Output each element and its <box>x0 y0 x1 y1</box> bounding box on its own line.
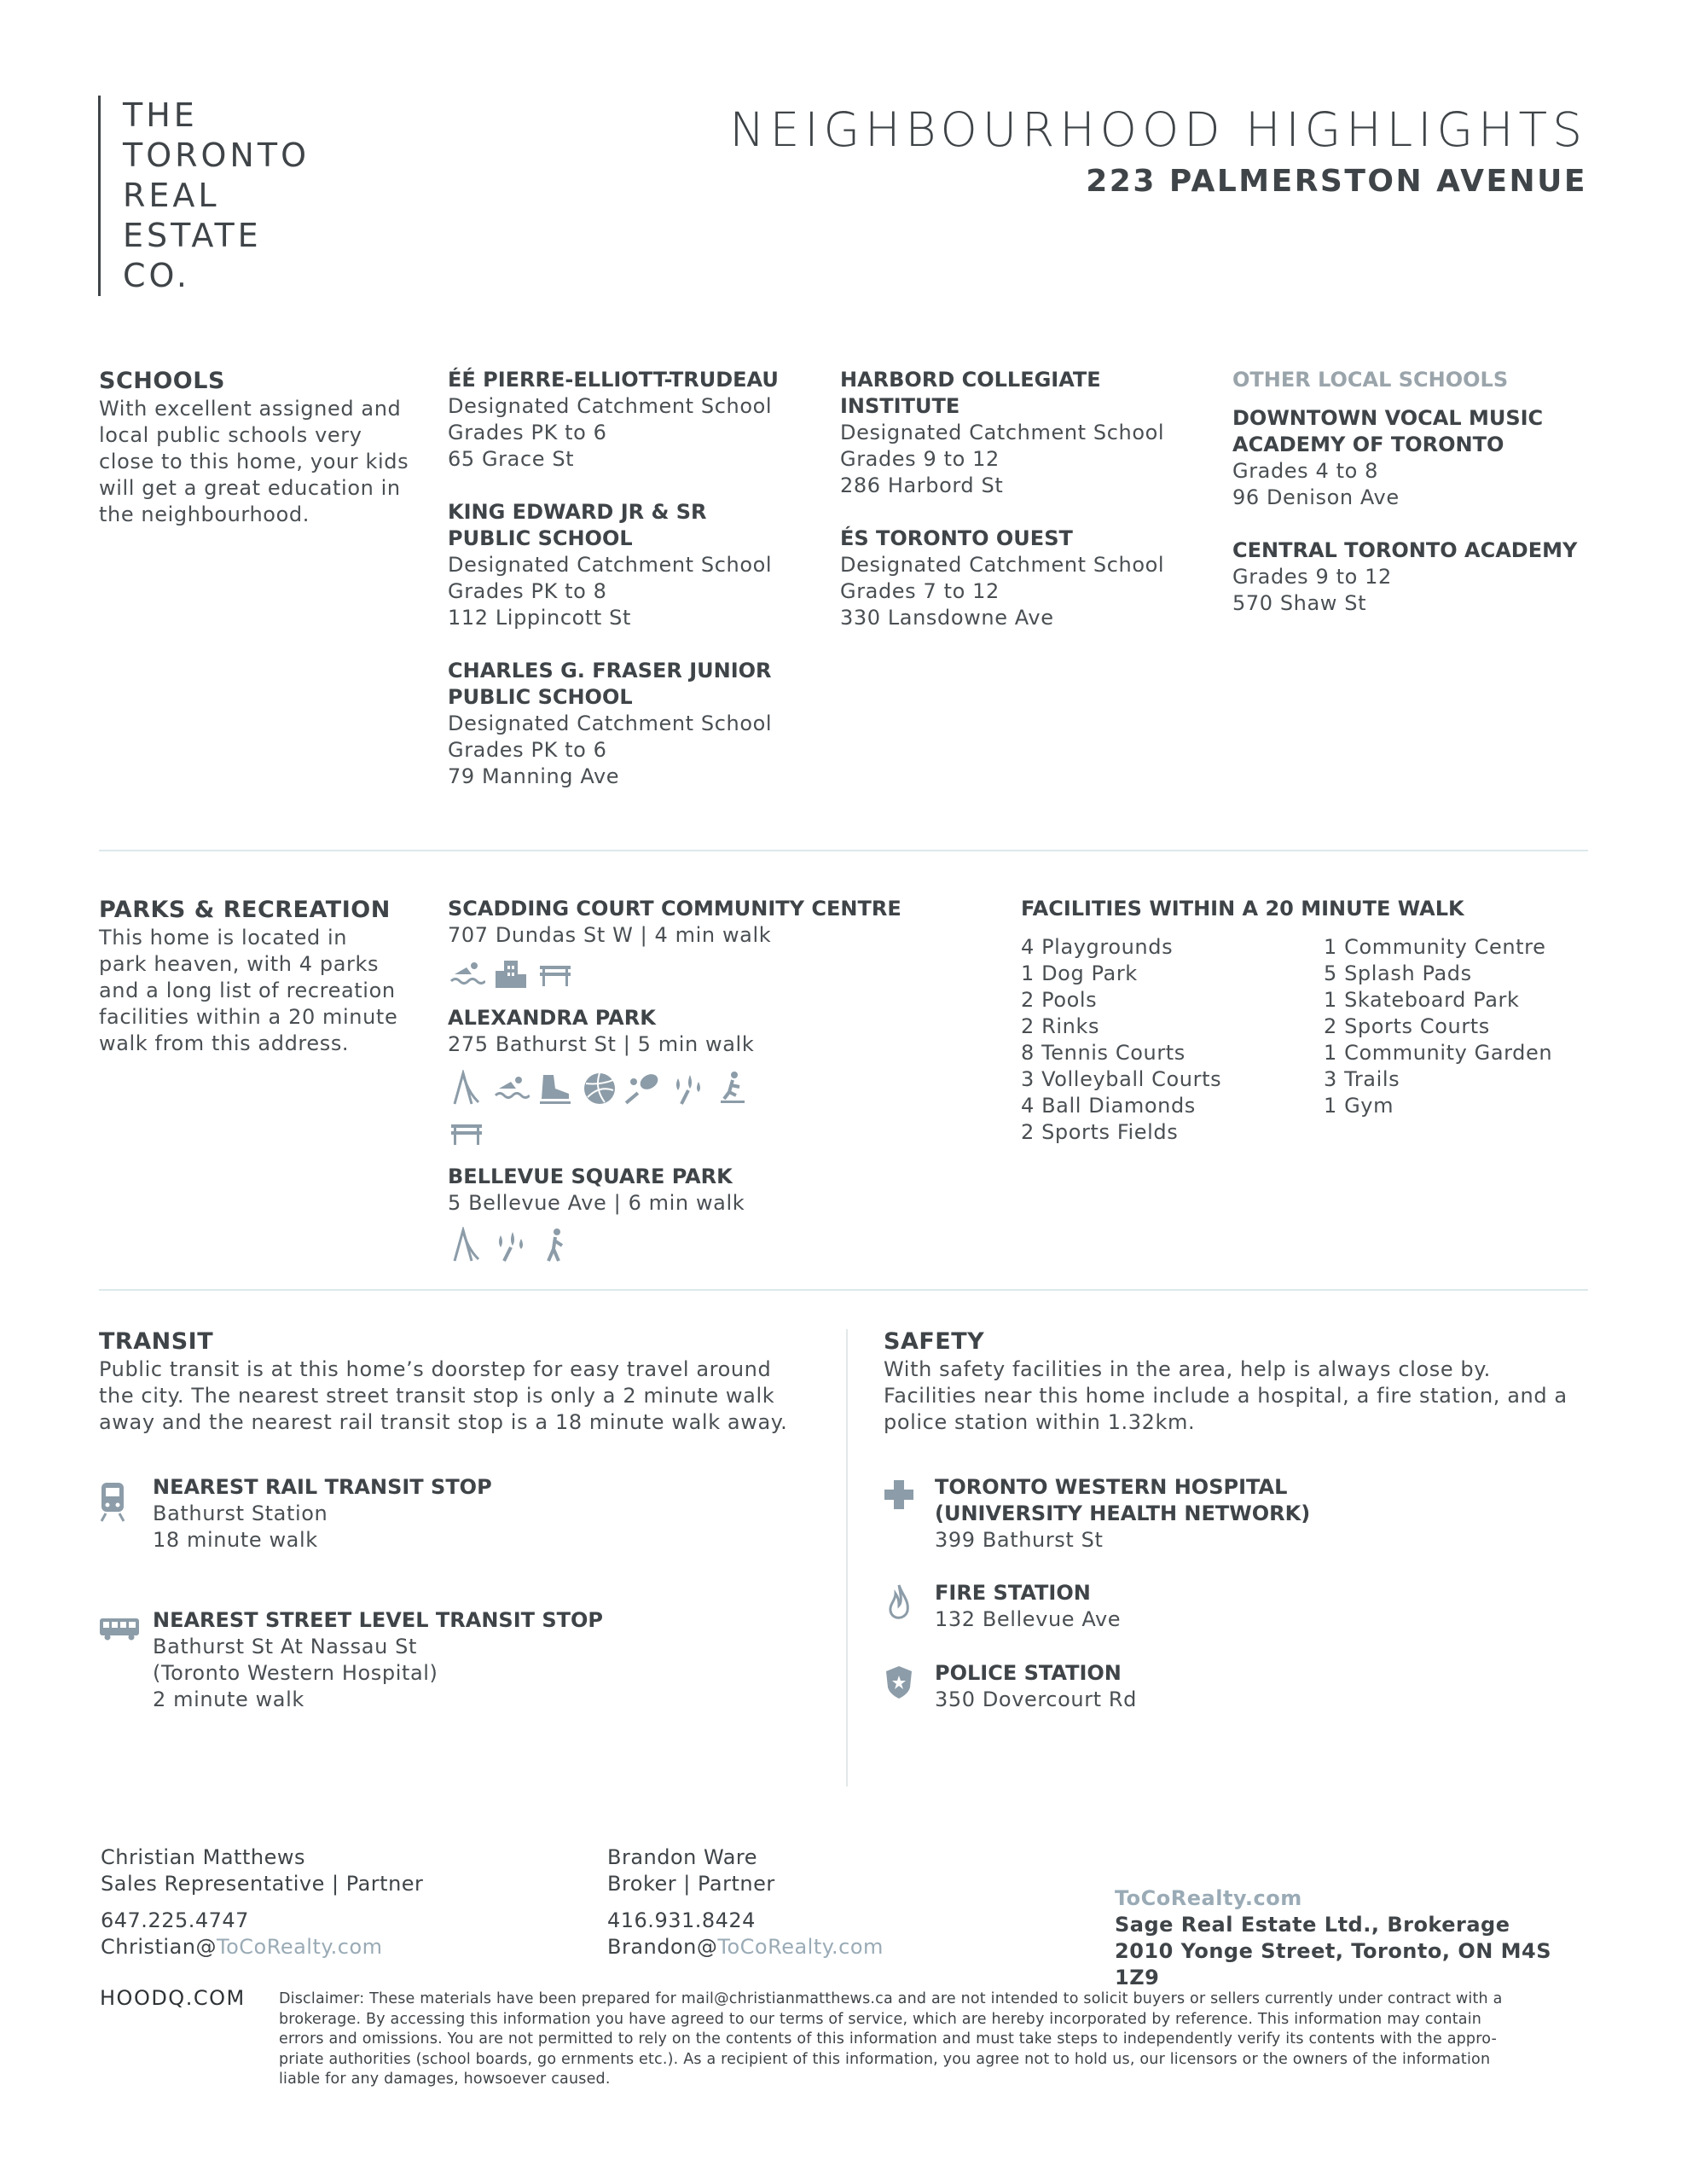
school-address: 65 Grace St <box>448 447 575 471</box>
logo-line: REAL <box>123 177 220 214</box>
facility-item: 1 Community Centre <box>1324 935 1546 959</box>
facility-item: 1 Community Garden <box>1324 1041 1553 1065</box>
school-name: ACADEMY OF TORONTO <box>1232 433 1504 456</box>
street-stop-heading: NEAREST STREET LEVEL TRANSIT STOP <box>153 1608 603 1632</box>
rail-stop-walk: 18 minute walk <box>153 1528 318 1552</box>
school-entry <box>448 499 815 631</box>
facility-item: 5 Splash Pads <box>1324 961 1472 985</box>
column-divider <box>846 1329 848 1786</box>
playground-icon <box>448 1227 485 1264</box>
splash-pad-icon <box>670 1070 707 1107</box>
park-entry <box>448 1164 925 1264</box>
rail-stop-name: Bathurst Station <box>153 1502 328 1525</box>
brokerage-address: 2010 Yonge Street, Toronto, ON M4S 1Z9 <box>1115 1939 1552 1989</box>
skating-icon <box>536 1070 574 1107</box>
police-station-heading: POLICE STATION <box>935 1661 1122 1685</box>
school-name: KING EDWARD JR & SR <box>448 500 707 524</box>
transit-title: TRANSIT <box>99 1328 214 1355</box>
school-name: CENTRAL TORONTO ACADEMY <box>1232 538 1578 562</box>
school-grades: Grades PK to 6 <box>448 421 607 444</box>
facility-item: 2 Sports Courts <box>1324 1014 1490 1038</box>
fire-station-entry <box>884 1580 1617 1640</box>
park-name: ALEXANDRA PARK <box>448 1006 656 1030</box>
bench-icon <box>448 1114 485 1152</box>
streetcar-icon <box>99 1616 140 1641</box>
hospital-name: TORONTO WESTERN HOSPITAL <box>935 1475 1288 1499</box>
transit-section <box>99 1327 832 1436</box>
school-entry <box>1232 537 1599 617</box>
schools-title: SCHOOLS <box>99 368 225 394</box>
hospital-cross-icon <box>884 1479 914 1510</box>
park-detail: 707 Dundas St W | 4 min walk <box>448 923 772 947</box>
hospital-network: (UNIVERSITY HEALTH NETWORK) <box>935 1502 1311 1525</box>
section-divider <box>99 1289 1588 1291</box>
school-designation: Designated Catchment School <box>448 553 773 577</box>
swimming-icon <box>492 1070 530 1107</box>
facility-item: 1 Dog Park <box>1021 961 1138 985</box>
rail-stop-heading: NEAREST RAIL TRANSIT STOP <box>153 1475 492 1499</box>
brokerage-name: Sage Real Estate Ltd., Brokerage <box>1115 1913 1510 1937</box>
school-name: HARBORD COLLEGIATE <box>840 368 1101 392</box>
agent-christian <box>101 1844 561 1960</box>
brokerage-info <box>1115 1885 1592 1991</box>
park-entry <box>448 896 925 993</box>
park-detail: 5 Bellevue Ave | 6 min walk <box>448 1191 745 1215</box>
school-entry <box>840 526 1207 631</box>
page-title: NEIGHBOURHOOD HIGHLIGHTS <box>729 102 1587 157</box>
facilities-title: FACILITIES WITHIN A 20 MINUTE WALK <box>1021 897 1464 921</box>
schools-column-3 <box>1232 367 1599 643</box>
school-name: PUBLIC SCHOOL <box>448 685 633 709</box>
school-name: PUBLIC SCHOOL <box>448 526 633 550</box>
park-name: SCADDING COURT COMMUNITY CENTRE <box>448 897 901 921</box>
school-grades: Grades 7 to 12 <box>840 579 1000 603</box>
school-name: CHARLES G. FRASER JUNIOR <box>448 659 772 682</box>
playground-icon <box>448 1070 485 1107</box>
parks-title: PARKS & RECREATION <box>99 897 391 923</box>
school-designation: Designated Catchment School <box>840 553 1165 577</box>
rail-stop <box>99 1474 832 1568</box>
school-grades: Grades 4 to 8 <box>1232 459 1378 483</box>
facility-item: 3 Trails <box>1324 1067 1400 1091</box>
transit-desc: Public transit is at this home’s doorstep for easy travel around the city. The nearest street transit stop is only a 2 minute walk away and the nearest rail transit stop is a 18 minute walk away. <box>99 1357 788 1434</box>
logo-line: ESTATE <box>123 217 262 254</box>
school-address: 330 Lansdowne Ave <box>840 606 1054 630</box>
police-badge-icon <box>885 1665 913 1699</box>
safety-section <box>884 1327 1617 1436</box>
agent-name: Brandon Ware <box>607 1845 758 1869</box>
school-address: 79 Manning Ave <box>448 764 620 788</box>
amenity-icons <box>448 1227 772 1264</box>
logo-line: TORONTO <box>123 136 310 174</box>
school-grades: Grades PK to 8 <box>448 579 607 603</box>
school-designation: Designated Catchment School <box>448 712 773 735</box>
agent-phone[interactable]: 647.225.4747 <box>101 1908 249 1932</box>
school-designation: Designated Catchment School <box>840 421 1165 444</box>
facilities-list-right <box>1324 934 1552 1119</box>
school-address: 112 Lippincott St <box>448 606 631 630</box>
facility-item: 4 Ball Diamonds <box>1021 1094 1196 1118</box>
school-address: 286 Harbord St <box>840 473 1004 497</box>
parks-desc: This home is located in park heaven, with 4 parks and a long list of recreation facilities within a 20 minute walk from this address. <box>99 926 398 1055</box>
agent-name: Christian Matthews <box>101 1845 305 1869</box>
amenity-icons <box>448 1070 772 1152</box>
facility-item: 3 Volleyball Courts <box>1021 1067 1222 1091</box>
logo-line: CO. <box>123 257 190 294</box>
section-divider <box>99 850 1588 851</box>
safety-title: SAFETY <box>884 1328 985 1355</box>
park-entry <box>448 1005 925 1152</box>
fire-station-heading: FIRE STATION <box>935 1581 1091 1605</box>
parks-intro <box>99 896 423 1057</box>
school-entry <box>840 367 1207 499</box>
logo-line: THE <box>123 96 198 134</box>
facility-item: 1 Gym <box>1324 1094 1394 1118</box>
schools-intro <box>99 367 423 528</box>
amenity-icons <box>448 956 772 993</box>
fire-station-address: 132 Bellevue Ave <box>935 1607 1122 1631</box>
school-name: ÉS TORONTO OUEST <box>840 526 1073 550</box>
school-entry <box>1232 405 1599 511</box>
agent-email[interactable]: Brandon@ToCoRealty.com <box>607 1935 884 1959</box>
facility-item: 2 Pools <box>1021 988 1098 1012</box>
school-name: ÉÉ PIERRE-ELLIOTT-TRUDEAU <box>448 368 779 392</box>
swimming-icon <box>448 956 485 993</box>
schools-column-2 <box>840 367 1207 658</box>
tennis-icon <box>625 1070 663 1107</box>
park-name: BELLEVUE SQUARE PARK <box>448 1165 733 1188</box>
agent-phone[interactable]: 416.931.8424 <box>607 1908 756 1932</box>
trail-icon <box>536 1227 574 1264</box>
school-grades: Grades 9 to 12 <box>1232 565 1392 589</box>
school-grades: Grades PK to 6 <box>448 738 607 762</box>
skateboard-icon <box>714 1070 751 1107</box>
street-stop-name: Bathurst St At Nassau St <box>153 1635 417 1658</box>
facilities-list-left <box>1021 934 1221 1146</box>
facilities <box>1021 896 1601 1152</box>
school-designation: Designated Catchment School <box>448 394 773 418</box>
school-entry <box>448 658 815 790</box>
school-name: DOWNTOWN VOCAL MUSIC <box>1232 406 1544 430</box>
volleyball-icon <box>581 1070 618 1107</box>
hoodq-link[interactable]: HOODQ.COM <box>100 1986 246 2010</box>
street-stop-walk: 2 minute walk <box>153 1687 304 1711</box>
schools-desc: With excellent assigned and local public schools very close to this home, your kids will get a great education in the neighbourhood. <box>99 397 409 526</box>
hospital-address: 399 Bathurst St <box>935 1528 1104 1552</box>
school-entry <box>448 367 815 473</box>
facility-item: 2 Sports Fields <box>1021 1120 1179 1144</box>
brokerage-website[interactable]: ToCoRealty.com <box>1115 1886 1302 1910</box>
school-name: INSTITUTE <box>840 394 960 418</box>
street-stop <box>99 1607 832 1727</box>
agent-brandon <box>607 1844 1068 1960</box>
police-station-entry <box>884 1660 1617 1720</box>
school-grades: Grades 9 to 12 <box>840 447 1000 471</box>
agent-role: Broker | Partner <box>607 1872 775 1896</box>
property-address: 223 PALMERSTON AVENUE <box>1086 164 1587 199</box>
school-address: 96 Denison Ave <box>1232 485 1400 509</box>
community-centre-icon <box>492 956 530 993</box>
bench-icon <box>536 956 574 993</box>
park-detail: 275 Bathurst St | 5 min walk <box>448 1032 755 1056</box>
facility-item: 8 Tennis Courts <box>1021 1041 1186 1065</box>
agent-role: Sales Representative | Partner <box>101 1872 424 1896</box>
facility-item: 4 Playgrounds <box>1021 935 1174 959</box>
splash-pad-icon <box>492 1227 530 1264</box>
disclaimer: Disclaimer: These materials have been prepared for mail@christianmatthews.ca and are not intended to solicit buyers or sellers currently under contract with a brokerage. By accessing this information you have agreed to our terms of service, which are hereby incorporated by reference. This information may contain errors and omissions. You are not permitted to rely on the contents of this information and must take steps to independently verify its contents with the appro- priate authorities (school boards, go ernments etc.). As a recipient of this information, you agree not to hold us, our licensors or the owners of the information liable for any damages, howsoever caused. <box>279 1990 1503 2088</box>
safety-desc: With safety facilities in the area, help is always close by. Facilities near this home include a hospital, a fire station, and a police station within 1.32km. <box>884 1357 1568 1434</box>
hospital-entry <box>884 1474 1617 1560</box>
police-station-address: 350 Dovercourt Rd <box>935 1687 1138 1711</box>
flame-icon <box>887 1583 911 1623</box>
company-logo <box>98 96 310 296</box>
train-icon <box>99 1481 126 1522</box>
schools-column-1 <box>448 367 815 816</box>
school-address: 570 Shaw St <box>1232 591 1367 615</box>
facility-item: 1 Skateboard Park <box>1324 988 1520 1012</box>
other-schools-title: OTHER LOCAL SCHOOLS <box>1232 368 1509 392</box>
parks-places <box>448 896 925 1264</box>
agent-email[interactable]: Christian@ToCoRealty.com <box>101 1935 383 1959</box>
facility-item: 2 Rinks <box>1021 1014 1100 1038</box>
street-stop-note: (Toronto Western Hospital) <box>153 1661 438 1685</box>
